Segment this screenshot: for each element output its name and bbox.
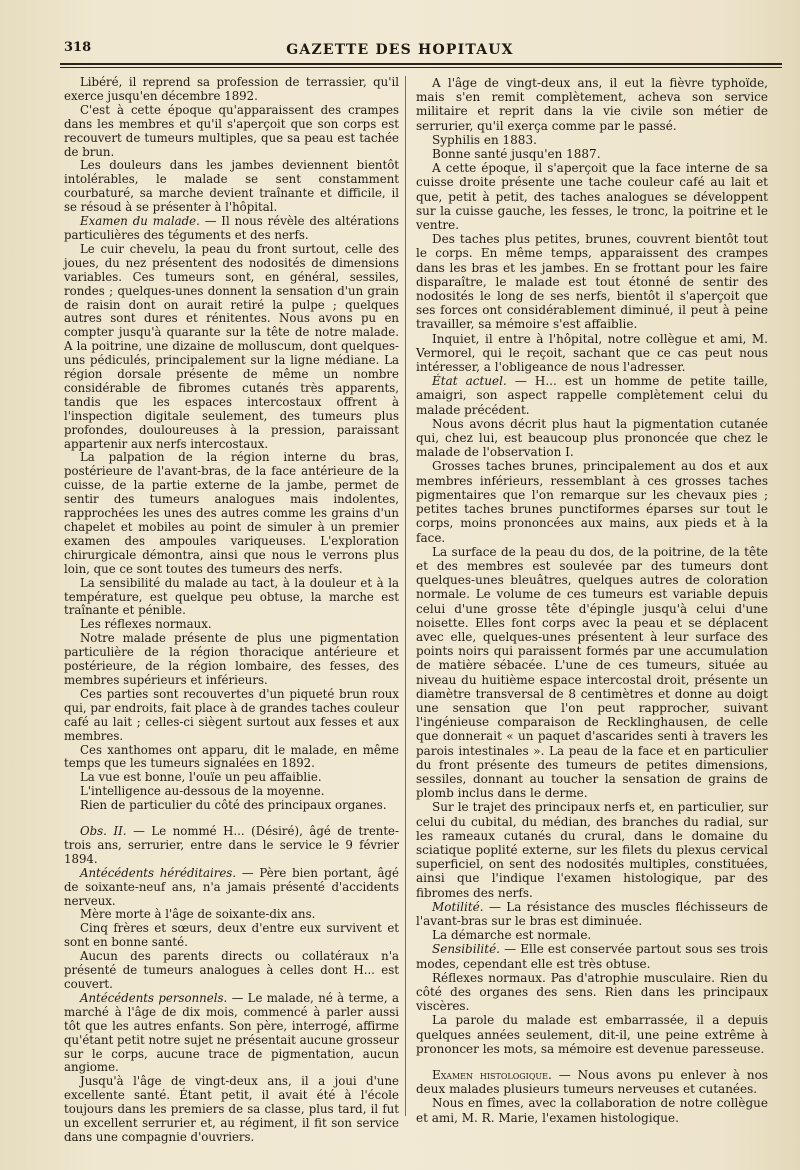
paragraph	[64, 688, 399, 744]
paragraph-text: Inquiet, il entre à l'hôpital, notre collègue et ami, M. Vermorel, qui le reçoit, sachant que ce cas peut nous intéresser, a l'obligeance de nous l'adresser.	[416, 331, 768, 375]
paragraph	[416, 1068, 768, 1096]
header-rule-thick	[60, 63, 782, 65]
paragraph	[64, 451, 399, 576]
page-number: 318	[64, 40, 92, 55]
paragraph	[64, 632, 399, 688]
paragraph	[64, 950, 399, 992]
paragraph-text: Mère morte à l'âge de soixante-dix ans.	[80, 907, 316, 922]
paragraph-text: Notre malade présente de plus une pigmentation particulière de la région thoracique antérieure et postérieure, de la région lombaire, des fesses, des membres supérieurs et inférieurs.	[64, 631, 399, 687]
paragraph	[416, 133, 768, 147]
paragraph-lead: Antécédents personnels.	[80, 990, 228, 1005]
paragraph-text: Nous en fîmes, avec la collaboration de notre collègue et ami, M. R. Marie, l'examen histologique.	[416, 1096, 768, 1125]
left-column	[64, 76, 399, 1145]
paragraph	[64, 1075, 399, 1145]
paragraph-text: La parole du malade est embarrassée, il a depuis quelques années seulement, dit-il, une peine extrême à prononcer les mots, sa mémoire est devenue paresseuse.	[416, 1013, 768, 1056]
paragraph	[64, 908, 399, 922]
paragraph	[64, 992, 399, 1075]
paragraph	[64, 922, 399, 950]
paragraph	[416, 459, 768, 544]
paragraph	[416, 332, 768, 375]
paragraph-text: Ces xanthomes ont apparu, dit le malade, en même temps que les tumeurs signalées en 1892.	[64, 742, 399, 771]
paragraph-text: La surface de la peau du dos, de la poitrine, de la tête et des membres est soulevée par des tumeurs dont quelques-unes bleuâtres, quelques autres de coloration normale. Le volume de ces tumeurs est variable depuis celui d'une grosse tête d'épingle jusqu'à celui d'une noisette. Elles font corps avec la peau et se déplacent avec elle, quelques-unes présentent à leur surface des points noirs qui paraissent formés par une accumulation de matière sébacée. L'une de ces tumeurs, située au niveau du huitième espace intercostal droit, présente un diamètre transversal de 8 centimètres et donne au doigt une sensation que l'on peut rapprocher, suivant l'ingénieuse comparaison de Recklinghausen, de celle que donnerait « un paquet d'ascarides senti à travers les parois intestinales ». La peau de la face et en particulier du front présente des tumeurs de petites dimensions, sessiles, donnant au toucher la sensation de grains de plomb inclus dans le derme.	[416, 544, 768, 801]
paragraph	[416, 1013, 768, 1056]
paragraph-text: L'intelligence au-dessous de la moyenne.	[80, 784, 325, 799]
paragraph	[64, 215, 399, 243]
paragraph-text: — Le malade, né à terme, a marché à l'âge de dix mois, commencé à parler aussi tôt que les autres enfants. Son père, interrogé, affirme qu'étant petit notre sujet ne présentait aucune grosseur sur le corps, aucune trace de pigmentation, aucun angiome.	[64, 990, 399, 1075]
paragraph-lead: Obs. II.	[80, 824, 127, 839]
paragraph-text: Rien de particulier du côté des principaux organes.	[80, 798, 387, 813]
paragraph	[416, 971, 768, 1014]
paragraph-text: Jusqu'à l'âge de vingt-deux ans, il a joui d'une excellente santé. Étant petit, il avait été à l'école toujours dans les premiers de sa classe, plus tard, il fut un excellent serrurier et, au régiment, il fit son service dans une compagnie d'ouvriers.	[64, 1074, 399, 1144]
paragraph-text: C'est à cette époque qu'apparaissent des crampes dans les membres et qu'il s'aperçoit que son corps est recouvert de tumeurs multiples, que sa peau est tachée de brun.	[64, 102, 399, 159]
paragraph	[416, 147, 768, 161]
paragraph-text: La sensibilité du malade au tact, à la douleur et à la température, est quelque peu obtuse, la marche est traînante et pénible.	[64, 575, 399, 618]
column-divider	[405, 76, 406, 1116]
paragraph	[64, 744, 399, 772]
paragraph-text: — Le nommé H... (Désiré), âgé de trente-trois ans, serrurier, entre dans le service le 9 février 1894.	[64, 824, 399, 866]
paragraph-text: Les réflexes normaux.	[80, 617, 212, 632]
paragraph-text: A cette époque, il s'aperçoit que la face interne de sa cuisse droite présente une tache couleur café au lait et que, petit à petit, des taches analogues se développent sur la cuisse gauche, les fesses, le tronc, la poitrine et le ventre.	[416, 161, 768, 233]
paragraph	[416, 942, 768, 970]
paragraph	[64, 104, 399, 160]
paragraph-lead: Sensibilité.	[432, 942, 500, 957]
paragraph	[416, 374, 768, 417]
paragraph	[64, 243, 399, 452]
page-header	[0, 0, 800, 70]
paragraph-text: Ces parties sont recouvertes d'un piqueté brun roux qui, par endroits, fait place à de grandes taches couleur café au lait ; celles-ci siègent surtout aux fesses et aux membres.	[64, 686, 399, 743]
paragraph	[64, 577, 399, 619]
paragraph	[416, 161, 768, 232]
paragraph-text: — Elle est conservée partout sous ses trois modes, cependant elle est très obtuse.	[416, 942, 768, 971]
paragraph-text: La démarche est normale.	[432, 928, 592, 943]
paragraph-text: — Nous avons pu enlever à nos deux malades plusieurs tumeurs nerveuses et cutanées.	[416, 1068, 768, 1097]
paragraph	[64, 618, 399, 632]
paragraph-text: Syphilis en 1883.	[432, 132, 537, 147]
paragraph	[416, 1096, 768, 1124]
paragraph-text: — Il nous révèle des altérations particulières des téguments et des nerfs.	[64, 214, 400, 242]
paragraph	[416, 800, 768, 899]
paragraph	[64, 825, 399, 867]
paragraph-lead: Examen du malade.	[80, 214, 200, 229]
paragraph	[416, 928, 768, 942]
paragraph-text: A l'âge de vingt-deux ans, il eut la fièvre typhoïde, mais s'en remit complètement, acheva son service militaire et reprit dans la vie civile son métier de serrurier, qu'il exerça comme par le passé.	[416, 76, 768, 133]
paragraph	[416, 900, 768, 928]
paragraph-lead: Antécédents héréditaires.	[80, 865, 237, 880]
paragraph	[64, 76, 399, 104]
paragraph	[416, 232, 768, 331]
paragraph	[64, 867, 399, 909]
paragraph	[416, 76, 768, 133]
paragraph-text: Sur le trajet des principaux nerfs et, en particulier, sur celui du cubital, du médian, des branches du radial, sur les rameaux cutanés du crural, dans le domaine du sciatique poplité externe, sur les filets du plexus cervical superficiel, on sent des nodosités multiples, constituées, ainsi que l'indique l'examen histologique, par des fibromes des nerfs.	[416, 800, 768, 900]
paragraph	[64, 785, 399, 799]
paragraph-text: — H... est un homme de petite taille, amaigri, son aspect rappelle complètement celui du malade précédent.	[416, 374, 768, 417]
paragraph	[64, 799, 399, 813]
paragraph	[416, 417, 768, 460]
paragraph-text: Bonne santé jusqu'en 1887.	[432, 147, 601, 162]
paragraph	[416, 545, 768, 801]
paragraph-lead: Examen histologique.	[432, 1068, 552, 1083]
paragraph-text: La palpation de la région interne du bras, postérieure de l'avant-bras, de la face antérieure de la cuisse, de la partie externe de la jambe, permet de sentir des tumeurs analogues mais indolentes, rapprochées les unes des autres comme les grains d'un chapelet et mobiles au point de simuler à un premier examen des ampoules variqueuses. L'exploration chirurgicale démontra, ainsi que nous le verrons plus loin, que ce sont toutes des tumeurs des nerfs.	[64, 450, 399, 576]
paragraph-text: Grosses taches brunes, principalement au dos et aux membres inférieurs, ressemblant à ces grosses taches pigmentaires que l'on remarque sur les chevaux pies ; petites taches brunes punctiformes éparses sur tout le corps, moins prononcées aux mains, aux pieds et à la face.	[416, 459, 768, 545]
paragraph	[64, 159, 399, 215]
paragraph-text: Réflexes normaux. Pas d'atrophie musculaire. Rien du côté des organes des sens. Rien dans les principaux viscères.	[416, 970, 768, 1014]
paragraph-text: Le cuir chevelu, la peau du front surtout, celle des joues, du nez présentent des nodosités de dimensions variables. Ces tumeurs sont, en général, sessiles, rondes ; quelques-unes donnent la sensation d'un grain de raisin dont on aurait retiré la pulpe ; quelques autres sont dures et rénitentes. Nous avons pu en compter jusqu'à quarante sur la tête de notre malade. A la poitrine, une dizaine de molluscum, dont quelques-uns pédiculés, principalement sur la ligne médiane. La région dorsale présente de même un nombre considérable de fibromes cutanés très apparents, tandis que les espaces intercostaux offrent à l'inspection digitale seulement, des tumeurs plus profondes, douloureuses à la pression, paraissant appartenir aux nerfs intercostaux.	[64, 241, 399, 451]
paragraph-text: — La résistance des muscles fléchisseurs de l'avant-bras sur le bras est diminuée.	[416, 899, 768, 928]
publication-title: GAZETTE DES HOPITAUX	[286, 42, 514, 58]
paragraph	[64, 771, 399, 785]
paragraph-text: Nous avons décrit plus haut la pigmentation cutanée qui, chez lui, est beaucoup plus prononcée que chez le malade de l'observation I.	[416, 416, 768, 460]
paragraph-text: Les douleurs dans les jambes deviennent bientôt intolérables, le malade se sent constamment courbaturé, sa marche devient traînante et difficile, il se résoud à se présenter à l'hôpital.	[64, 158, 399, 215]
paragraph-text: Des taches plus petites, brunes, couvrent bientôt tout le corps. En même temps, apparaissent des crampes dans les bras et les jambes. En se frottant pour les faire disparaître, le malade est tout étonné de sentir des nodosités le long de ses nerfs, bientôt il s'aperçoit que ses forces ont considérablement diminué, il peut à peine travailler, sa mémoire s'est affaiblie.	[416, 232, 768, 332]
paragraph-text: — Père bien portant, âgé de soixante-neuf ans, n'a jamais présenté d'accidents nerveux.	[64, 865, 399, 908]
paragraph-text: Cinq frères et sœurs, deux d'entre eux survivent et sont en bonne santé.	[64, 921, 399, 950]
right-column	[416, 76, 768, 1125]
header-rule-thin	[60, 67, 782, 68]
paragraph-lead: État actuel.	[432, 374, 507, 389]
paragraph-text: La vue est bonne, l'ouïe un peu affaiblie.	[80, 770, 322, 785]
paragraph-text: Libéré, il reprend sa profession de terrassier, qu'il exerce jusqu'en décembre 1892.	[64, 75, 399, 103]
paragraph-lead: Motilité.	[432, 899, 484, 914]
paragraph-text: Aucun des parents directs ou collatéraux n'a présenté de tumeurs analogues à celles dont H... est couvert.	[64, 949, 399, 991]
